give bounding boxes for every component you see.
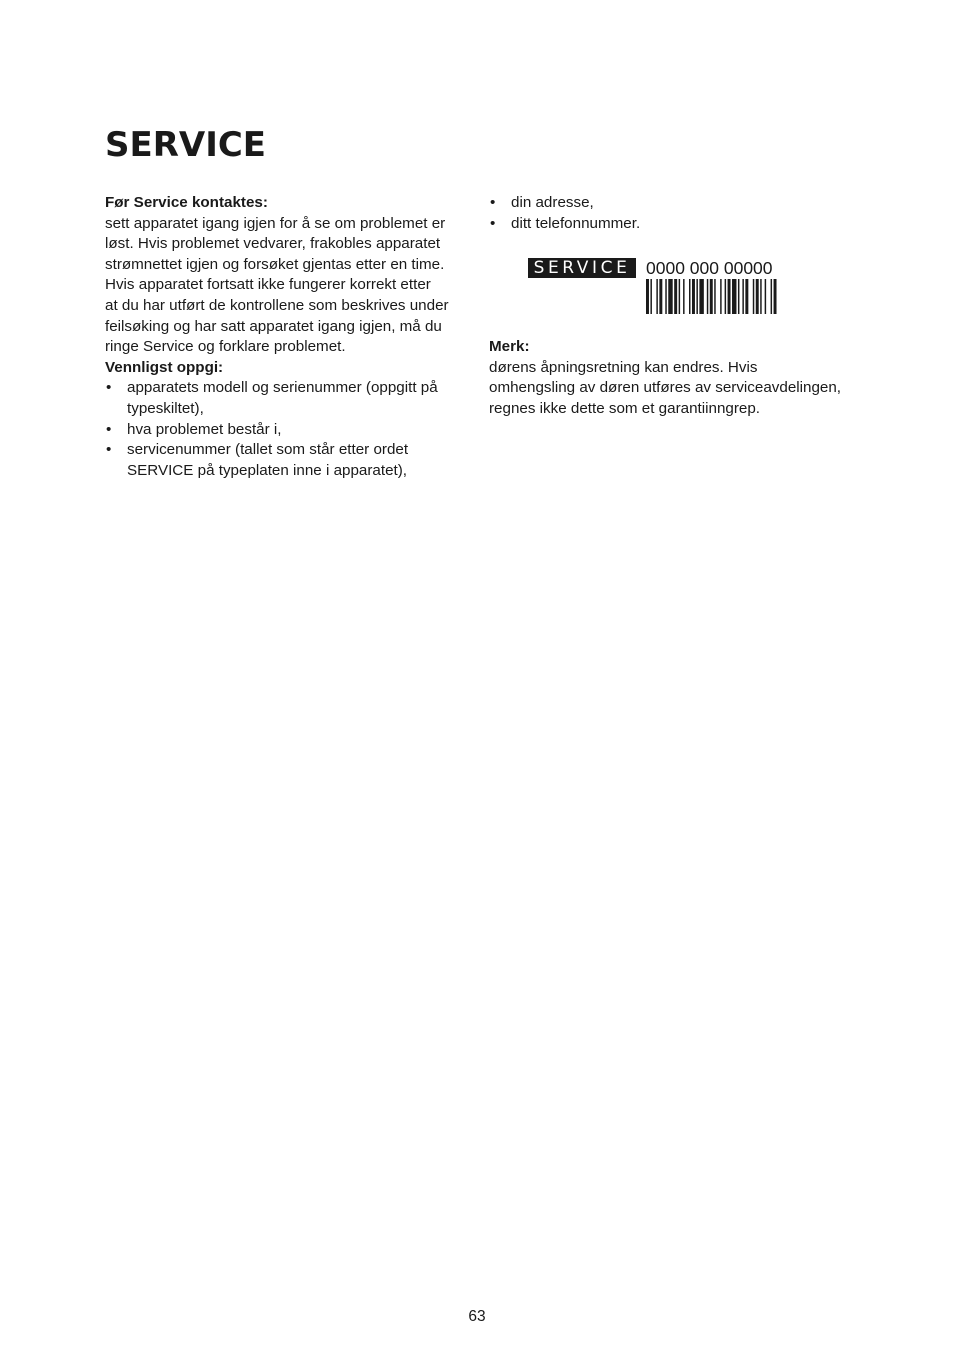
intro-line: løst. Hvis problemet vedvarer, frakobles apparatet bbox=[105, 235, 441, 253]
bullet-icon: • bbox=[106, 379, 112, 397]
note-line: dørens åpningsretning kan endres. Hvis bbox=[489, 358, 758, 376]
before-contact-heading: Før Service kontaktes: bbox=[105, 194, 268, 211]
list-item-line: servicenummer (tallet som står etter ordet bbox=[127, 441, 409, 459]
intro-line: sett apparatet igang igjen for å se om problemet er bbox=[105, 214, 446, 232]
note-block bbox=[489, 337, 859, 419]
service-badge: SERVICE bbox=[528, 258, 636, 278]
service-number: 0000 000 00000 bbox=[646, 258, 773, 278]
intro-line: feilsøking og har satt apparatet igang igjen, må du bbox=[105, 317, 442, 335]
list-item bbox=[105, 420, 475, 441]
list-item-line: SERVICE på typeplaten inne i apparatet), bbox=[127, 461, 408, 479]
note-heading: Merk: bbox=[489, 338, 530, 355]
please-provide-heading: Vennligst oppgi: bbox=[105, 358, 224, 376]
intro-line: strømnettet igjen og forsøket gjentas etter en time. bbox=[105, 255, 445, 273]
list-item bbox=[105, 440, 475, 481]
intro-line: ringe Service og forklare problemet. bbox=[105, 338, 346, 356]
list-item-line: din adresse, bbox=[511, 194, 594, 211]
page-number: 63 bbox=[468, 1308, 486, 1325]
list-item bbox=[105, 378, 475, 419]
intro-line: at du har utført de kontrollene som beskrives under bbox=[105, 296, 449, 314]
bullet-icon: • bbox=[106, 420, 112, 438]
note-line: regnes ikke dette som et garantiinngrep. bbox=[489, 399, 761, 417]
note-line: omhengsling av døren utføres av serviceavdelingen, bbox=[489, 379, 842, 397]
right-column bbox=[489, 193, 859, 234]
list-item-line: typeskiltet), bbox=[127, 399, 204, 417]
barcode-icon bbox=[646, 279, 778, 314]
list-item bbox=[489, 193, 859, 214]
bullet-icon: • bbox=[106, 441, 112, 459]
provide-list bbox=[105, 378, 475, 481]
page-title: SERVICE bbox=[105, 125, 267, 165]
bullet-icon: • bbox=[490, 194, 496, 211]
left-column bbox=[105, 193, 475, 481]
list-item-line: ditt telefonnummer. bbox=[511, 214, 641, 232]
list-item-line: apparatets modell og serienummer (oppgitt på bbox=[127, 379, 438, 397]
intro-line: Hvis apparatet fortsatt ikke fungerer korrekt etter bbox=[105, 276, 431, 294]
service-label-illustration bbox=[528, 256, 773, 316]
list-item bbox=[489, 214, 859, 235]
contact-details-list bbox=[489, 193, 859, 234]
note-paragraph bbox=[489, 358, 859, 420]
intro-paragraph bbox=[105, 214, 475, 358]
list-item-line: hva problemet består i, bbox=[127, 420, 282, 438]
bullet-icon: • bbox=[490, 214, 496, 232]
